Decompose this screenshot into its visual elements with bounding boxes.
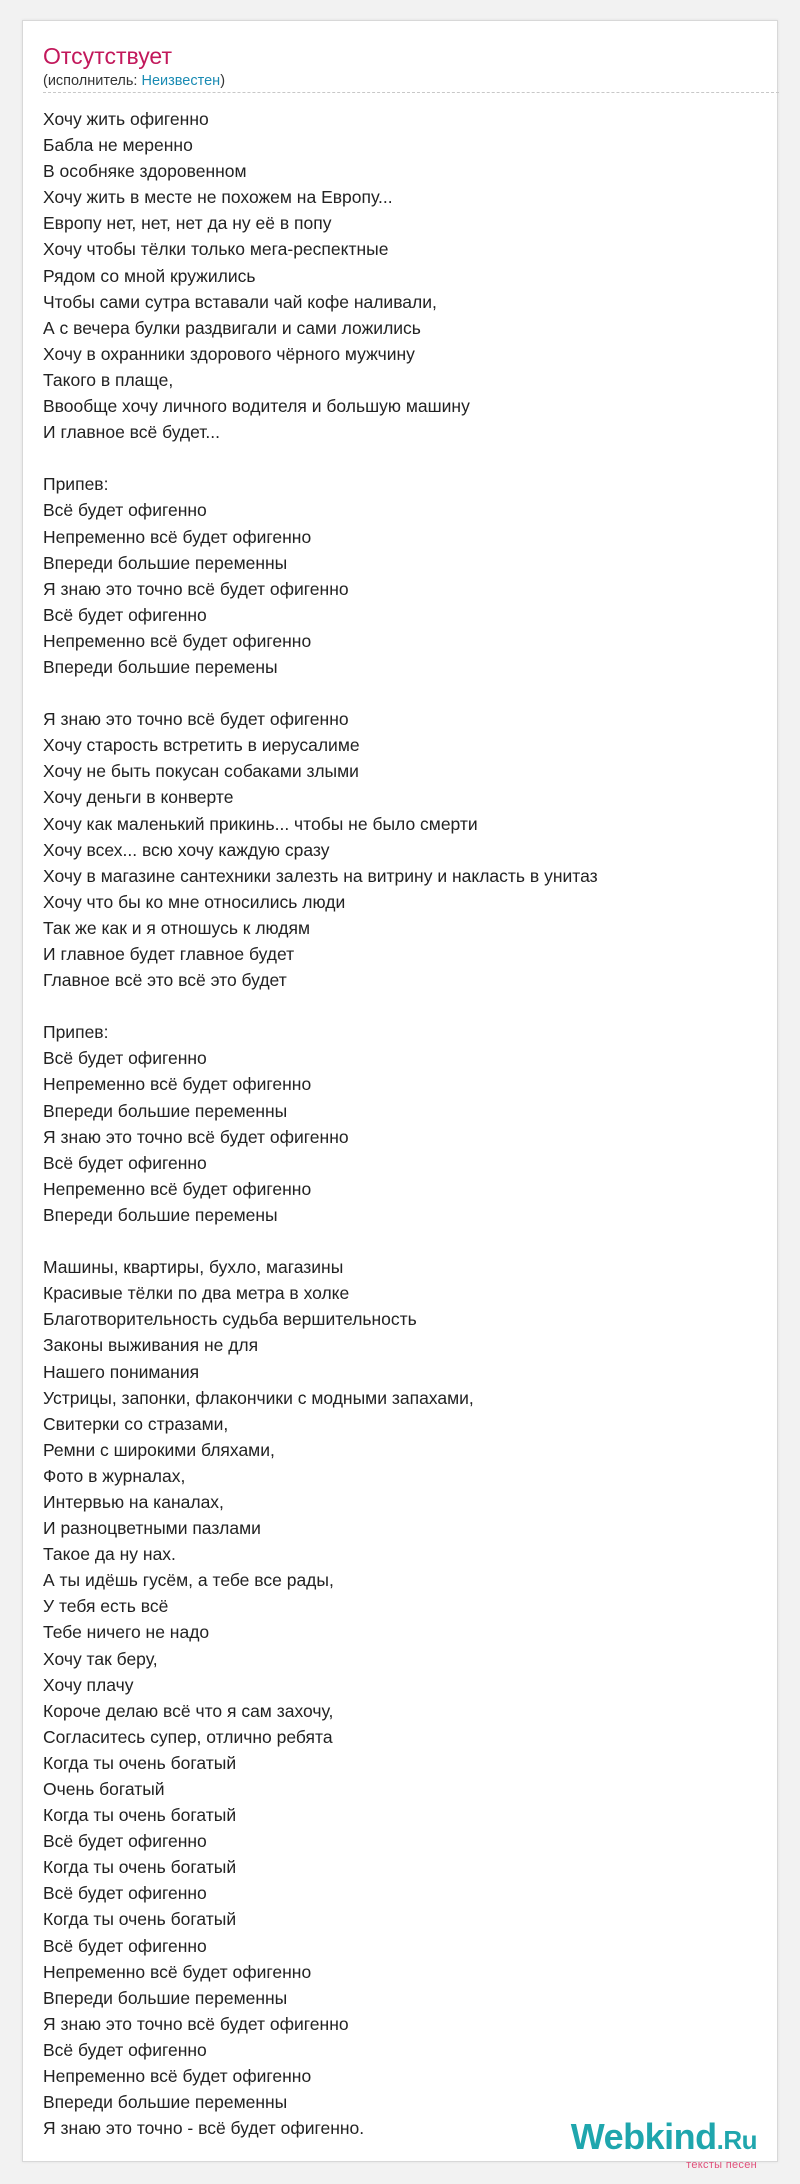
artist-link[interactable]: Неизвестен: [141, 73, 221, 89]
logo-tld: .Ru: [716, 2125, 757, 2155]
lyrics-card: [22, 20, 778, 2171]
artist-line: [43, 72, 225, 90]
logo-wordmark: [570, 2116, 757, 2158]
artist-suffix: ): [220, 73, 226, 89]
lyrics-text: Хочу жить офигенно Бабла не меренно В особняке здоровенном Хочу жить в месте не похожем на Европу... Европу нет, нет, нет да ну её в попу Хочу чтобы тёлки только мега-респектные Рядом со мной кружились Чтобы сами сутра вставали чай кофе наливали, А с вечера булки раздвигали и сами ложились Хочу в охранники здорового чёрного мужчину Такого в плаще, Ввообще хочу личного водителя и большую машину И главное всё будет... Припев: Всё будет офигенно Непременно всё будет офигенно Впереди большие переменны Я знаю это точно всё будет офигенно Всё будет офигенно Непременно всё будет офигенно Впереди большие перемены Я знаю это точно всё будет офигенно Хочу старость встретить в иерусалиме Хочу не быть покусан собаками злыми Хочу деньги в конверте Хочу как маленький прикинь... чтобы не было смерти Хочу всех... всю хочу каждую сразу Хочу в магазине сантехники залезть на витрину и накласть в унитаз Хочу что бы ко мне относились люди Так же как и я отношусь к людям И главное будет главное будет Главное всё это всё это будет Припев: Всё будет офигенно Непременно всё будет офигенно Впереди большие переменны Я знаю это точно всё будет офигенно Всё будет офигенно Непременно всё будет офигенно Впереди большие перемены Машины, квартиры, бухло, магазины Красивые тёлки по два метра в холке Благотворительность судьба вершительность Законы выживания не для Нашего понимания Устрицы, запонки, флакончики с модными запахами, Свитерки со стразами, Ремни с широкими бляхами, Фото в журналах, Интервью на каналах, И разноцветными пазлами Такое да ну нах. А ты идёшь гусём, а тебе все рады, У тебя есть всё Тебе ничего не надо Хочу так беру, Хочу плачу Короче делаю всё что я сам захочу, Согласитесь супер, отлично ребята Когда ты очень богатый Очень богатый Когда ты очень богатый Всё будет офигенно Когда ты очень богатый Всё будет офигенно Когда ты очень богатый Всё будет офигенно Непременно всё будет офигенно Впереди большие переменны Я знаю это точно всё будет офигенно Всё будет офигенно Непременно всё будет офигенно Впереди большие переменны Я знаю это точно - всё будет офигенно.: [43, 109, 598, 2139]
site-logo[interactable]: [570, 2116, 757, 2171]
artist-prefix: (исполнитель:: [43, 73, 142, 89]
logo-main-text: Webkind: [570, 2116, 717, 2157]
song-title: Отсутствует: [43, 43, 172, 69]
header-divider: [43, 92, 779, 93]
logo-tagline: тексты песен: [686, 2159, 757, 2171]
